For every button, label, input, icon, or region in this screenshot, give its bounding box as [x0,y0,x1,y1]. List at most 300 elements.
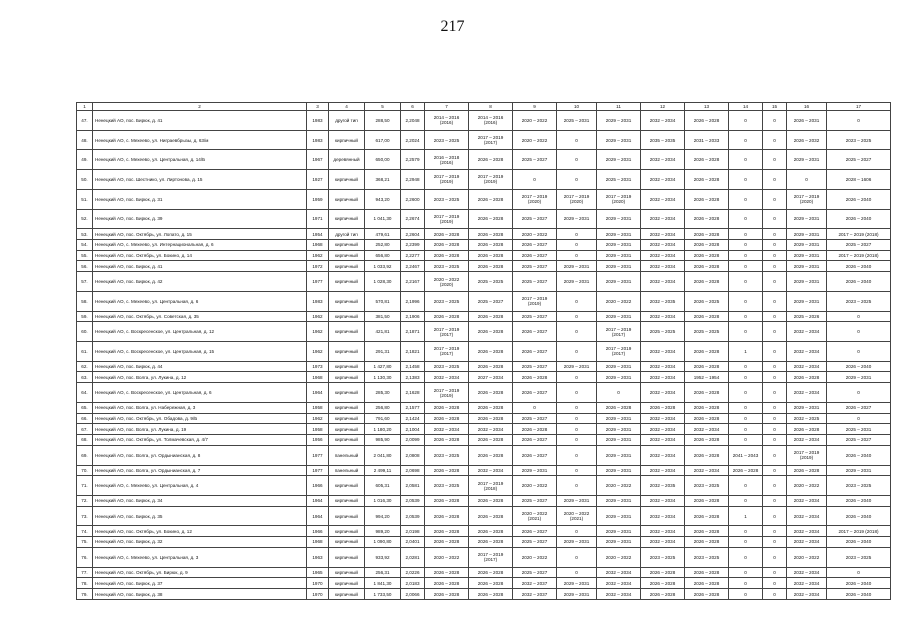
table-cell: 2029 – 2031 [787,291,827,311]
table-cell: 2023 – 2025 [685,547,729,567]
table-cell: 2032 – 2034 [641,311,685,322]
table-cell: 0 [729,537,763,548]
table-cell: 2029 – 2031 [557,537,597,548]
table-row [77,383,891,403]
table-cell: 2026 – 2028 [469,506,513,526]
table-cell: 50. [77,170,93,190]
table-cell: 2029 – 2031 [557,272,597,292]
table-cell: 1 427,80 [365,361,401,372]
address-cell: Ненецкий АО, с. Мехеево, ул. Интернациональная, д. 6 [93,239,307,250]
table-cell: 2029 – 2031 [787,239,827,250]
table-cell: 2026 – 2028 [425,435,469,446]
table-cell: 2,2604 [401,229,425,240]
table-cell: 2032 – 2034 [787,506,827,526]
table-cell: 66. [77,413,93,424]
table-cell: 252,80 [365,239,401,250]
table-cell: 479,61 [365,229,401,240]
address-cell: Ненецкий АО, пос. Октябрь, ул. Советская, д. 35 [93,311,307,322]
table-cell: 2026 – 2028 [513,424,557,435]
table-cell: 0 [827,567,891,578]
table-cell: 2026 – 2028 [469,445,513,465]
table-cell: кирпичный [329,372,365,383]
table-cell: 2026 – 2028 [425,578,469,589]
column-header: 10 [557,103,597,111]
page-number: 217 [440,18,465,35]
table-cell: 0 [557,567,597,578]
table-cell: 0 [729,578,763,589]
table-cell: 2029 – 2031 [597,272,641,292]
table-cell: 2026 – 2028 [469,361,513,372]
table-cell: 2017 – 2019 (2018) [827,250,891,261]
address-cell: Ненецкий АО, пос. Волга, ул. Набережная, д. 3 [93,402,307,413]
table-cell: 2029 – 2031 [597,445,641,465]
table-cell: 2026 – 2040 [827,589,891,600]
table-cell: 989,20 [365,526,401,537]
table-cell: 0 [729,402,763,413]
table-cell: 2020 – 2022 [425,547,469,567]
table-cell: 2025 – 2027 [513,311,557,322]
table-cell: 1977 [307,465,329,476]
table-cell: 2029 – 2031 [597,130,641,150]
table-cell: 56. [77,261,93,272]
table-cell: 61. [77,342,93,362]
table-cell: 0 [557,476,597,496]
table-cell: 2020 – 2022 [597,291,641,311]
table-cell: 0 [729,209,763,229]
table-cell: 1968 [307,239,329,250]
table-cell: 2026 – 2028 [469,495,513,506]
column-header: 11 [597,103,641,111]
table-cell: 1962 [307,342,329,362]
table-cell: 0 [729,476,763,496]
table-cell: кирпичный [329,547,365,567]
table-cell: 2026 – 2028 [685,589,729,600]
table-cell: 59. [77,311,93,322]
table-cell: 0 [557,526,597,537]
table-cell: 2026 – 2028 [685,170,729,190]
table-row [77,424,891,435]
table-cell: 2,2600 [401,189,425,209]
table-row [77,402,891,413]
table-row [77,495,891,506]
table-cell: 2,1004 [401,424,425,435]
table-cell: кирпичный [329,424,365,435]
table-cell: 1967 [307,150,329,170]
table-cell: 0 [557,413,597,424]
table-cell: 2025 – 2025 [641,322,685,342]
table-cell: 2020 – 2022 (2020) [425,272,469,292]
address-cell: Ненецкий АО, пос. Бирюк, д. 41 [93,111,307,131]
table-cell: 2,2948 [401,170,425,190]
table-cell: 2029 – 2031 [597,413,641,424]
table-cell: 0 [557,445,597,465]
table-cell: 2,1996 [401,291,425,311]
table-cell: 2026 – 2028 [787,372,827,383]
table-cell: 0 [763,465,787,476]
address-cell: Ненецкий АО, пос. Бирюк, д. 35 [93,506,307,526]
table-cell: кирпичный [329,170,365,190]
table-cell: 2026 – 2028 [469,150,513,170]
table-cell: 2026 – 2040 [827,361,891,372]
table-cell: 53. [77,229,93,240]
table-cell: 0 [763,402,787,413]
table-cell: 79. [77,589,93,600]
table-cell: 2032 – 2034 [641,111,685,131]
table-cell: 2,2399 [401,239,425,250]
table-cell: 2,0066 [401,589,425,600]
table-cell: 1983 [307,291,329,311]
table-cell: 2032 – 2034 [641,229,685,240]
table-cell: 2029 – 2031 [597,111,641,131]
table-cell: 0 [729,495,763,506]
table-cell: кирпичный [329,322,365,342]
column-header: 1 [77,103,93,111]
table-cell: кирпичный [329,476,365,496]
table-cell: 2020 – 2022 (2021) [513,506,557,526]
column-header: 12 [641,103,685,111]
table-cell: 65. [77,402,93,413]
table-cell: 2026 – 2027 [513,322,557,342]
table-cell: 2026 – 2040 [827,506,891,526]
table-cell: 2029 – 2031 [597,361,641,372]
table-cell: 2026 – 2028 [685,209,729,229]
table-cell: 0 [557,372,597,383]
table-cell: 1964 [307,495,329,506]
table-cell: 2032 – 2034 [641,170,685,190]
table-cell: 1977 [307,272,329,292]
table-cell: 2026 – 2028 [425,495,469,506]
table-cell: 2026 – 2028 [641,589,685,600]
table-cell: 2032 – 2034 [641,272,685,292]
table-cell: 2026 – 2028 [641,402,685,413]
table-cell: 2032 – 2034 [787,322,827,342]
table-row [77,578,891,589]
table-cell: 2032 – 2034 [787,361,827,372]
table-cell: 0 [557,291,597,311]
table-cell: 2029 – 2031 [597,372,641,383]
table-cell: 0 [729,372,763,383]
table-cell: 2029 – 2031 [787,402,827,413]
table-cell: 1970 [307,578,329,589]
table-cell: 0 [763,311,787,322]
table-cell: 63. [77,372,93,383]
table-cell: 1958 [307,402,329,413]
table-cell: 2026 – 2028 [685,402,729,413]
table-cell: 2032 – 2034 [597,567,641,578]
table-cell: 1958 [307,424,329,435]
table-cell: 2029 – 2031 [787,250,827,261]
address-cell: Ненецкий АО, пос. Бирюк, д. 34 [93,495,307,506]
table-cell: 368,21 [365,170,401,190]
table-row [77,537,891,548]
table-row [77,239,891,250]
table-cell: 2026 – 2028 [469,402,513,413]
table-cell: 2020 – 2022 [787,476,827,496]
address-cell: Ненецкий АО, пос. Волга, ул. Лукина, д. 12 [93,372,307,383]
table-row [77,150,891,170]
table-row [77,372,891,383]
table-cell: 2,0099 [401,435,425,446]
table-cell: 0 [729,322,763,342]
table-cell: 0 [763,506,787,526]
table-cell: 2,0808 [401,445,425,465]
table-cell: 2032 – 2034 [641,189,685,209]
table-cell: 2026 – 2028 [425,506,469,526]
table-cell: 2017 – 2019 (2019) [425,170,469,190]
table-cell: 0 [763,322,787,342]
table-cell: 2017 – 2019 (2017) [469,130,513,150]
table-cell: 2026 – 2028 [469,342,513,362]
table-cell: 2032 – 2034 [641,361,685,372]
table-cell: 2,2579 [401,150,425,170]
table-cell: 2,0183 [401,578,425,589]
table-cell: 2029 – 2031 [787,261,827,272]
address-cell: Ненецкий АО, пос. Бирюк, д. 39 [93,209,307,229]
table-cell: 0 [729,130,763,150]
table-cell: 0 [557,130,597,150]
table-cell: 2025 – 2026 [787,311,827,322]
table-cell: 2026 – 2028 [469,189,513,209]
table-cell: 2,1383 [401,372,425,383]
table-cell: 2032 – 2034 [641,445,685,465]
table-cell: 2032 – 2034 [425,424,469,435]
table-cell: 0 [763,189,787,209]
table-cell: 1 180,20 [365,424,401,435]
table-cell: 2026 – 2040 [827,445,891,465]
table-cell: 0 [763,130,787,150]
address-cell: Ненецкий АО, пос. Бирюк, д. 41 [93,261,307,272]
table-cell: 2026 – 2028 [685,506,729,526]
table-cell: 2029 – 2031 [597,506,641,526]
table-cell: 2023 – 2025 [641,547,685,567]
table-cell: кирпичный [329,261,365,272]
table-cell: 0 [787,170,827,190]
table-cell: 2025 – 2027 [513,361,557,372]
table-cell: 2026 – 2028 [685,189,729,209]
table-cell: 2032 – 2034 [787,526,827,537]
table-row [77,506,891,526]
table-cell: 0 [729,150,763,170]
table-cell: 2029 – 2031 [597,239,641,250]
table-cell: 0 [827,322,891,342]
table-cell: 2023 – 2025 [685,476,729,496]
table-cell: 2032 – 2034 [787,435,827,446]
table-cell: 1963 [307,547,329,567]
table-cell: 2,2048 [401,111,425,131]
column-header: 5 [365,103,401,111]
table-cell: 2026 – 2040 [827,537,891,548]
table-cell: 2020 – 2022 [787,547,827,567]
table-cell: 2026 – 2027 [513,383,557,403]
table-cell: 2026 – 2028 [469,229,513,240]
table-cell: кирпичный [329,495,365,506]
table-cell: 2023 – 2025 [827,476,891,496]
table-cell: 381,50 [365,311,401,322]
table-cell: 1971 [307,209,329,229]
table-cell: 2,0698 [401,465,425,476]
table-cell: 2032 – 2034 [787,495,827,506]
table-cell: 2032 – 2034 [787,537,827,548]
table-cell: 0 [557,424,597,435]
table-row [77,111,891,131]
table-cell: 2029 – 2031 [597,209,641,229]
table-cell: 71. [77,476,93,496]
table-cell: 2032 – 2034 [685,424,729,435]
table-cell: 1964 [307,383,329,403]
table-cell: 0 [827,342,891,362]
table-cell: 2032 – 2034 [469,465,513,476]
table-cell: 51. [77,189,93,209]
table-cell: 2029 – 2031 [787,272,827,292]
table-cell: 2,2277 [401,250,425,261]
table-cell: кирпичный [329,189,365,209]
table-cell: 1 [729,342,763,362]
table-cell: 617,00 [365,130,401,150]
table-cell: 2020 – 2022 (2021) [557,506,597,526]
table-cell: другой тип [329,111,365,131]
table-cell: 48. [77,130,93,150]
table-cell: 2032 – 2034 [787,578,827,589]
address-cell: Ненецкий АО, пос. Октябрь, ул. Толмачевская, д. 4/7 [93,435,307,446]
address-cell: Ненецкий АО, с. Мехеево, ул. Центральная, д. 3 [93,547,307,567]
table-cell: 69. [77,445,93,465]
table-cell: 2029 – 2031 [557,578,597,589]
table-cell: 0 [763,170,787,190]
table-cell: 2017 – 2019 (2019) [787,445,827,465]
table-cell: 2025 – 2025 [685,322,729,342]
table-cell: 1 041,30 [365,209,401,229]
table-cell: 0 [763,150,787,170]
table-cell: 2025 – 2027 [513,261,557,272]
table-cell: 54. [77,239,93,250]
table-cell: 2027 – 2034 [469,372,513,383]
table-cell: 2032 – 2034 [641,383,685,403]
table-cell: 2026 – 2040 [827,578,891,589]
table-cell: 2,1628 [401,383,425,403]
table-cell: 0 [763,413,787,424]
table-cell: кирпичный [329,311,365,322]
table-cell: 2023 – 2025 [827,291,891,311]
table-cell: 73. [77,506,93,526]
table-cell: 2028 – 1606 [827,170,891,190]
table-cell: 0 [729,526,763,537]
table-cell: 2026 – 2028 [469,250,513,261]
table-cell: 2023 – 2025 [827,130,891,150]
table-cell: 2017 – 2019 (2017) [597,342,641,362]
table-cell: кирпичный [329,291,365,311]
table-row [77,547,891,567]
table-cell: 2016 – 2018 (2016) [425,150,469,170]
table-cell: 2017 – 2019 (2018) [827,526,891,537]
table-cell: деревянный [329,150,365,170]
table-cell: 1962 [307,413,329,424]
table-cell: 0 [763,589,787,600]
table-cell: 0 [557,342,597,362]
address-cell: Ненецкий АО, пос. Октябрь, ул. Обадова, д. 9/Б [93,413,307,424]
table-cell: кирпичный [329,589,365,600]
table-cell: 49. [77,150,93,170]
table-cell: 2032 – 2037 [513,589,557,600]
table-cell: 2032 – 2034 [425,372,469,383]
table-cell: 2026 – 2028 [469,383,513,403]
table-cell: 1 028,30 [365,272,401,292]
table-cell: 2,2024 [401,130,425,150]
table-row [77,322,891,342]
table-row [77,291,891,311]
table-cell: 2025 – 2027 [513,150,557,170]
table-cell: 2025 – 2027 [513,209,557,229]
table-cell: 0 [729,291,763,311]
table-cell: 2026 – 2028 [469,567,513,578]
table-cell: 2,0581 [401,476,425,496]
table-cell: 2025 – 2025 [469,272,513,292]
address-cell: Ненецкий АО, пос. Октябрь, ул. Бокино, д. 14 [93,250,307,261]
table-cell: 2026 – 2028 [469,537,513,548]
table-cell: 2032 – 2034 [641,506,685,526]
table-cell: 0 [729,229,763,240]
table-cell: 2025 – 2027 [469,291,513,311]
table-cell: 2026 – 2028 [425,567,469,578]
table-cell: 0 [763,361,787,372]
table-cell: 2032 – 2034 [641,239,685,250]
table-cell: 2032 – 2034 [787,567,827,578]
table-cell: 2026 – 2028 [425,250,469,261]
table-cell: 2025 – 2027 [513,495,557,506]
table-cell: 2029 – 2031 [597,495,641,506]
table-row [77,465,891,476]
address-cell: Ненецкий АО, с. Воскресенское, ул. Центральная, д. 15 [93,342,307,362]
table-cell: 2,0198 [401,526,425,537]
table-cell: 2026 – 2025 [685,291,729,311]
column-header: 17 [827,103,891,111]
table-cell: 0 [729,250,763,261]
table-row [77,342,891,362]
column-header: 16 [787,103,827,111]
table-cell: 1959 [307,189,329,209]
column-header: 13 [685,103,729,111]
address-cell: Ненецкий АО, пос. Волга, ул. Ордынианская, д. 8 [93,445,307,465]
table-cell: 2,0539 [401,495,425,506]
table-cell: 2026 – 2028 [787,424,827,435]
table-cell: 656,80 [365,250,401,261]
table-cell: 0 [763,209,787,229]
table-cell: 2017 – 2019 (2019) [425,209,469,229]
table-cell: 2026 – 2027 [513,526,557,537]
table-cell: 2026 – 2028 [469,322,513,342]
table-cell: 1 733,50 [365,589,401,600]
table-cell: 2032 – 2034 [685,465,729,476]
table-cell: 0 [729,547,763,567]
table-cell: 2026 – 2028 [425,589,469,600]
table-cell: 2029 – 2031 [787,229,827,240]
table-cell: 2029 – 2031 [597,311,641,322]
table-cell: 0 [763,261,787,272]
column-header: 15 [763,103,787,111]
table-cell: 2026 – 2028 [641,567,685,578]
address-cell: Ненецкий АО, пос. Октябрь, ул. Бирюк, д. 9 [93,567,307,578]
table-cell: 1962 [307,250,329,261]
column-header: 6 [401,103,425,111]
table-cell: 2020 – 2022 [513,229,557,240]
address-cell: Ненецкий АО, с. Воскресенское, ул. Центральная, д. 12 [93,322,307,342]
table-cell: 0 [557,311,597,322]
table-cell: 2026 – 2027 [513,342,557,362]
table-cell: 2032 – 2034 [597,578,641,589]
table-row [77,272,891,292]
table-cell: 2026 – 2028 [469,526,513,537]
table-cell: 2026 – 2028 [469,413,513,424]
table-cell: 2031 – 2033 [685,130,729,150]
